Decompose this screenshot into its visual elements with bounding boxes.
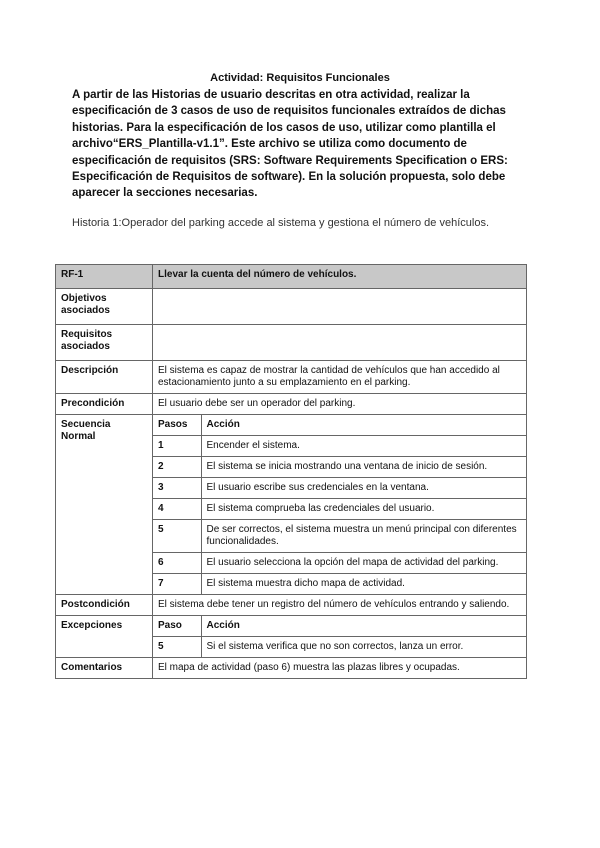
precondicion-value: El usuario debe ser un operador del parking.	[153, 394, 527, 415]
step-number: 2	[153, 457, 201, 478]
descripcion-value: El sistema es capaz de mostrar la cantidad de vehículos que han accedido al estacionamiento junto a su emplazamiento en el parking.	[153, 361, 527, 394]
comentarios-value: El mapa de actividad (paso 6) muestra las plazas libres y ocupadas.	[153, 658, 527, 679]
exception-step-number: 5	[153, 637, 201, 658]
step-number: 7	[153, 574, 201, 595]
exceptions-header-row	[153, 616, 526, 637]
story-paragraph: Historia 1:Operador del parking accede al sistema y gestiona el número de vehículos.	[72, 217, 490, 229]
table-row	[56, 658, 527, 679]
requirement-table	[55, 264, 527, 679]
step-text: El sistema se inicia mostrando una ventana de inicio de sesión.	[201, 457, 526, 478]
postcondicion-label: Postcondición	[56, 595, 153, 616]
comentarios-label: Comentarios	[56, 658, 153, 679]
accion-header: Acción	[201, 415, 526, 436]
table-row	[56, 595, 527, 616]
steps-table	[153, 415, 526, 594]
step-number: 1	[153, 436, 201, 457]
pasos-header: Pasos	[153, 415, 201, 436]
table-row	[56, 394, 527, 415]
step-text: De ser correctos, el sistema muestra un menú principal con diferentes funcionalidades.	[201, 520, 526, 553]
exception-text: Si el sistema verifica que no son correctos, lanza un error.	[201, 637, 526, 658]
step-text: El usuario selecciona la opción del mapa de actividad del parking.	[201, 553, 526, 574]
page-title: Actividad: Requisitos Funcionales	[210, 72, 390, 84]
step-number: 5	[153, 520, 201, 553]
requisitos-label: Requisitos asociados	[56, 325, 153, 361]
step-row	[153, 478, 526, 499]
exception-row	[153, 637, 526, 658]
step-row	[153, 553, 526, 574]
precondicion-label: Precondición	[56, 394, 153, 415]
descripcion-label: Descripción	[56, 361, 153, 394]
step-row	[153, 436, 526, 457]
step-row	[153, 457, 526, 478]
step-text: El sistema muestra dicho mapa de actividad.	[201, 574, 526, 595]
steps-header-row	[153, 415, 526, 436]
step-number: 4	[153, 499, 201, 520]
postcondicion-value: El sistema debe tener un registro del número de vehículos entrando y saliendo.	[153, 595, 527, 616]
requirement-heading: Llevar la cuenta del número de vehículos.	[153, 265, 527, 289]
intro-paragraph: A partir de las Historias de usuario descritas en otra actividad, realizar la especificación de 3 casos de uso de requisitos funcionales extraídos de dichas historias. Para la especificación de los casos de uso, utilizar como plantilla el archivo“ERS_Plantilla-v1.1”. Este archivo se utiliza como documento de especificación de requisitos (SRS: Software Requirements Specification o ERS: Especificación de Requisitos de software). En la solución propuesta, solo debe aparecer la secciones necesarias.	[72, 89, 508, 200]
step-row	[153, 499, 526, 520]
objetivos-value	[153, 289, 527, 325]
table-header-row	[56, 265, 527, 289]
requisitos-value	[153, 325, 527, 361]
exceptions-table	[153, 616, 526, 657]
step-text: Encender el sistema.	[201, 436, 526, 457]
table-row	[56, 361, 527, 394]
secuencia-label: Secuencia Normal	[56, 415, 153, 595]
step-row	[153, 520, 526, 553]
paso-header: Paso	[153, 616, 201, 637]
objetivos-label: Objetivos asociados	[56, 289, 153, 325]
table-row	[56, 325, 527, 361]
table-row	[56, 415, 527, 595]
table-row	[56, 616, 527, 658]
requirement-id: RF-1	[56, 265, 153, 289]
step-number: 6	[153, 553, 201, 574]
excepciones-label: Excepciones	[56, 616, 153, 658]
step-number: 3	[153, 478, 201, 499]
step-text: El sistema comprueba las credenciales del usuario.	[201, 499, 526, 520]
table-row	[56, 289, 527, 325]
step-text: El usuario escribe sus credenciales en la ventana.	[201, 478, 526, 499]
step-row	[153, 574, 526, 595]
accion-header: Acción	[201, 616, 526, 637]
